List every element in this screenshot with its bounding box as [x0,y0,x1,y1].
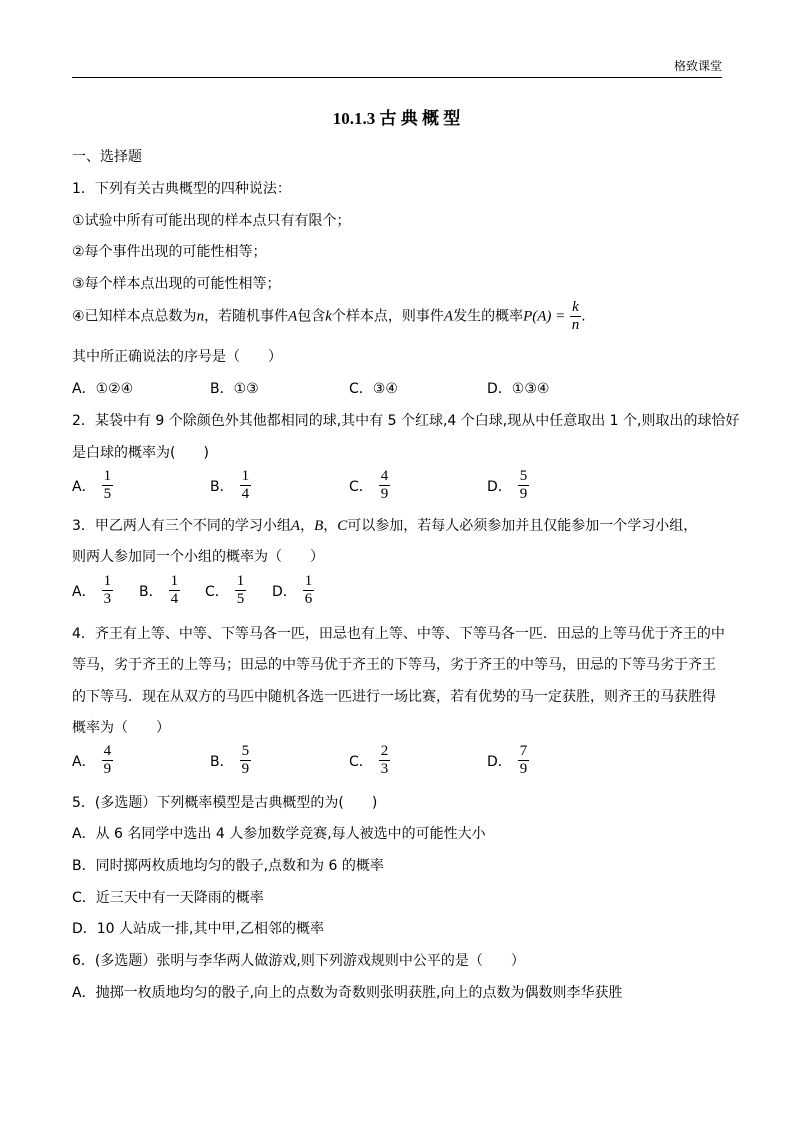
fraction-numerator: 7 [519,743,528,759]
q4-option-d [487,743,529,778]
fraction-denominator: 3 [103,591,112,607]
q5-option-a: A．从 6 名同学中选出 4 人参加数学竞赛,每人被选中的可能性大小 [72,826,486,842]
fraction-numerator: 5 [241,743,250,759]
q3-var-b: B [314,518,324,534]
q2-option-d [487,468,529,503]
option-fraction [102,573,114,608]
option-fraction [303,573,315,608]
option-label: C． [349,753,373,770]
page-title: 10.1.3 古 典 概 型 [332,109,461,128]
q4-line-3: 的下等马．现在从双方的马匹中随机各选一匹进行一场比赛，若有优势的马一定获胜，则齐王的马获胜得 [72,689,716,705]
fraction-numerator: 2 [380,743,389,759]
fraction-numerator: 4 [380,468,389,484]
q3-var-a: A [290,518,301,534]
fraction-denominator: 6 [304,591,313,607]
option-label: B． [139,583,163,600]
q5-option-b: B．同时掷两枚质地均匀的骰子,点数和为 6 的概率 [72,858,384,874]
option-fraction [379,468,391,503]
q3-option-a [72,573,113,608]
fraction-denominator: 3 [380,761,389,777]
q1-option-a: A．①②④ [72,381,134,397]
q3-option-b [139,573,180,608]
q3-sep-2: ， [323,518,338,534]
fraction-numerator: 5 [519,468,528,484]
option-fraction [102,468,114,503]
fraction-numerator: 4 [103,743,112,759]
fraction-numerator: 1 [304,573,313,589]
q5-stem: 5．(多选题）下列概率模型是古典概型的为( ) [72,795,378,811]
fraction-denominator: 5 [236,591,245,607]
option-fraction [102,743,114,778]
fraction-numerator: 1 [241,468,250,484]
fraction-numerator: 1 [103,468,112,484]
q3-line-2: 则两人参加同一个小组的概率为（ ） [72,549,324,565]
q1-s4-var-a: A [288,308,298,325]
q3-text-2: 可以参加，若每人必须参加并且仅能参加一个学习小组， [347,518,698,534]
option-label: D． [487,478,512,495]
q6-option-a: A．抛掷一枚质地均匀的骰子,向上的点数为奇数则张明获胜,向上的点数为偶数则李华获胜 [72,985,623,1001]
q3-sep-1: ， [300,518,315,534]
q1-option-d: D．①③④ [487,381,550,397]
option-fraction [518,468,530,503]
q2-line-1: 2．某袋中有 9 个除颜色外其他都相同的球,其中有 5 个红球,4 个白球,现从中任意取出 1 个,则取出的球恰好 [72,413,740,429]
q2-option-b [210,468,251,503]
q6-stem: 6．(多选题）张明与李华两人做游戏,则下列游戏规则中公平的是（ ） [72,953,525,969]
fraction-denominator: 4 [241,486,250,502]
q1-s4-var-k: k [325,308,332,325]
q3-line-1 [72,515,697,535]
option-fraction [240,743,252,778]
q2-line-2: 是白球的概率为( ) [72,445,209,461]
fraction-denominator: 9 [519,486,528,502]
option-label: C． [349,478,373,495]
fraction-numerator: 1 [236,573,245,589]
q3-var-c: C [337,518,348,534]
q5-option-c: C．近三天中有一天降雨的概率 [72,890,264,906]
fraction-numerator: k [570,299,582,317]
q1-s4-text-1: ④已知样本点总数为 [72,308,197,325]
option-label: A． [72,753,96,770]
q1-s4-var-n: n [196,308,205,325]
fraction-denominator: 9 [241,761,250,777]
q4-option-b [210,743,251,778]
fraction-denominator: 9 [519,761,528,777]
q4-option-a [72,743,113,778]
q1-statement-1: ①试验中所有可能出现的样本点只有有限个； [72,213,351,229]
q1-statement-2: ②每个事件出现的可能性相等； [72,244,267,260]
q5-option-d: D．10 人站成一排,其中甲,乙相邻的概率 [72,921,324,937]
q1-s4-text-6: . [581,308,586,325]
q1-option-b: B．①③ [210,381,259,397]
option-fraction [235,573,247,608]
q1-option-c: C．③④ [349,381,398,397]
header-brand: 格致课堂 [673,59,722,73]
section-heading: 一、选择题 [72,149,142,165]
option-fraction [240,468,252,503]
option-label: C． [205,583,229,600]
q3-option-c [205,573,246,608]
q4-line-2: 等马，劣于齐王的上等马；田忌的中等马优于齐王的下等马，劣于齐王的中等马，田忌的下等马劣于齐王 [72,657,716,673]
option-label: B． [210,478,234,495]
option-fraction [518,743,530,778]
fraction-denominator: 9 [380,486,389,502]
option-label: A． [72,583,96,600]
q1-statement-3: ③每个样本点出现的可能性相等； [72,276,281,292]
q1-s4-text-5: 发生的概率 [453,308,524,325]
option-label: D． [272,583,297,600]
q1-statement-4 [72,299,586,334]
q3-option-d [272,573,314,608]
q1-s4-fraction [570,299,582,334]
option-label: B． [210,753,234,770]
q1-s4-text-2: ，若随机事件 [204,308,289,325]
option-fraction [379,743,391,778]
q1-s4-var-a2: A [443,308,454,325]
option-label: D． [487,753,512,770]
option-fraction [169,573,181,608]
q2-option-a [72,468,113,503]
q4-line-4: 概率为（ ） [72,720,170,736]
fraction-denominator: 5 [103,486,112,502]
q4-line-1: 4．齐王有上等、中等、下等马各一匹，田忌也有上等、中等、下等马各一匹．田忌的上等马优于齐王的中 [72,626,725,642]
q1-s4-text-4: 个样本点，则事件 [331,308,444,325]
q4-option-c [349,743,390,778]
q1-ask: 其中所正确说法的序号是（ ） [72,349,282,365]
option-label: A． [72,478,96,495]
fraction-numerator: 1 [103,573,112,589]
q2-option-c [349,468,390,503]
fraction-denominator: 4 [170,591,179,607]
q1-stem: 1．下列有关古典概型的四种说法： [72,181,291,197]
fraction-numerator: 1 [170,573,179,589]
fraction-denominator: n [571,317,580,333]
q1-s4-formula: P(A) = [523,308,566,325]
q3-text-1: 3．甲乙两人有三个不同的学习小组 [72,518,291,534]
page-header [72,55,722,78]
fraction-denominator: 9 [103,761,112,777]
q1-s4-text-3: 包含 [297,308,326,325]
